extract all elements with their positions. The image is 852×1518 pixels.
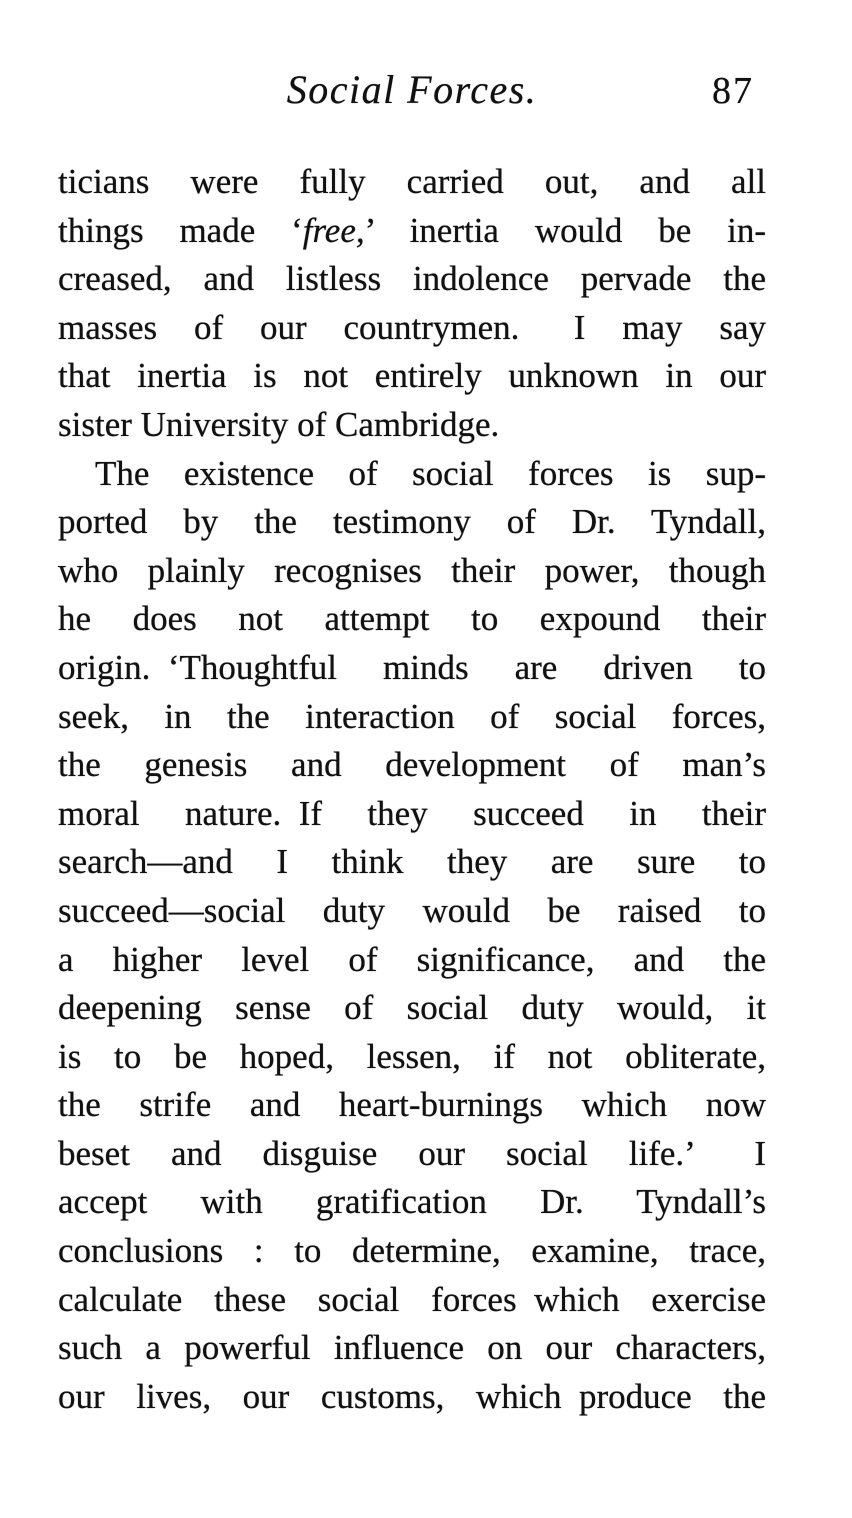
text-segment: a higher level of significance, and the (58, 939, 766, 979)
text-line (58, 790, 766, 839)
text-segment: such a powerful influence on our characters, (58, 1328, 766, 1368)
text-line (58, 1324, 766, 1373)
text-line (58, 207, 766, 256)
text-line (58, 352, 766, 401)
text-segment: succeed—social duty would be raised to (58, 890, 766, 930)
text-segment: accept with gratification Dr. Tyndall’s (58, 1182, 766, 1222)
text-line (58, 304, 766, 353)
text-line (58, 1033, 766, 1082)
text-segment: origin. ‘Thoughtful minds are driven to (58, 647, 766, 687)
text-line (58, 1227, 766, 1276)
text-line (58, 741, 766, 790)
text-line (58, 887, 766, 936)
text-line (58, 984, 766, 1033)
text-segment: conclusions : to determine, examine, trace, (58, 1231, 766, 1271)
text-segment: the strife and heart-burnings which now (58, 1085, 766, 1125)
text-segment: who plainly recognises their power, though (58, 550, 766, 590)
text-segment: search—and I think they are sure to (58, 842, 766, 882)
text-line (58, 838, 766, 887)
running-header (58, 66, 766, 126)
text-segment: is to be hoped, lessen, if not obliterate, (58, 1036, 766, 1076)
text-segment: creased, and listless indolence pervade the (58, 259, 766, 299)
text-segment: things made ‘ (58, 210, 303, 250)
text-line (58, 1276, 766, 1325)
text-segment: masses of our countrymen. I may say (58, 307, 766, 347)
text-line (58, 158, 766, 207)
text-segment: ’ inertia would be in- (364, 210, 766, 250)
text-segment: that inertia is not entirely unknown in our (58, 356, 766, 396)
text-line (58, 401, 766, 450)
text-segment: he does not attempt to expound their (58, 599, 766, 639)
text-segment: our lives, our customs, which produce the (58, 1376, 766, 1416)
text-segment: sister University of Cambridge. (58, 404, 500, 444)
text-segment: seek, in the interaction of social forces, (58, 696, 766, 736)
running-title: Social Forces. (286, 67, 538, 112)
text-line (58, 1373, 766, 1422)
text-line (58, 1178, 766, 1227)
text-line (58, 1081, 766, 1130)
text-line (58, 1130, 766, 1179)
text-segment: moral nature. If they succeed in their (58, 793, 766, 833)
text-block (58, 158, 766, 1421)
text-segment: the genesis and development of man’s (58, 745, 766, 785)
text-line (58, 595, 766, 644)
text-line (58, 498, 766, 547)
text-segment: calculate these social forces which exercise (58, 1279, 766, 1319)
text-line (58, 255, 766, 304)
text-line (58, 450, 766, 499)
text-segment: beset and disguise our social life.’ I (58, 1133, 766, 1173)
text-segment: ported by the testimony of Dr. Tyndall, (58, 502, 766, 542)
text-segment: ticians were fully carried out, and all (58, 162, 766, 201)
text-line (58, 693, 766, 742)
text-line (58, 936, 766, 985)
text-line (58, 644, 766, 693)
text-line (58, 547, 766, 596)
text-segment: The existence of social forces is sup- (95, 453, 766, 493)
page-number: 87 (712, 70, 754, 112)
text-segment: deepening sense of social duty would, it (58, 988, 766, 1028)
italic-word: free, (302, 210, 365, 250)
